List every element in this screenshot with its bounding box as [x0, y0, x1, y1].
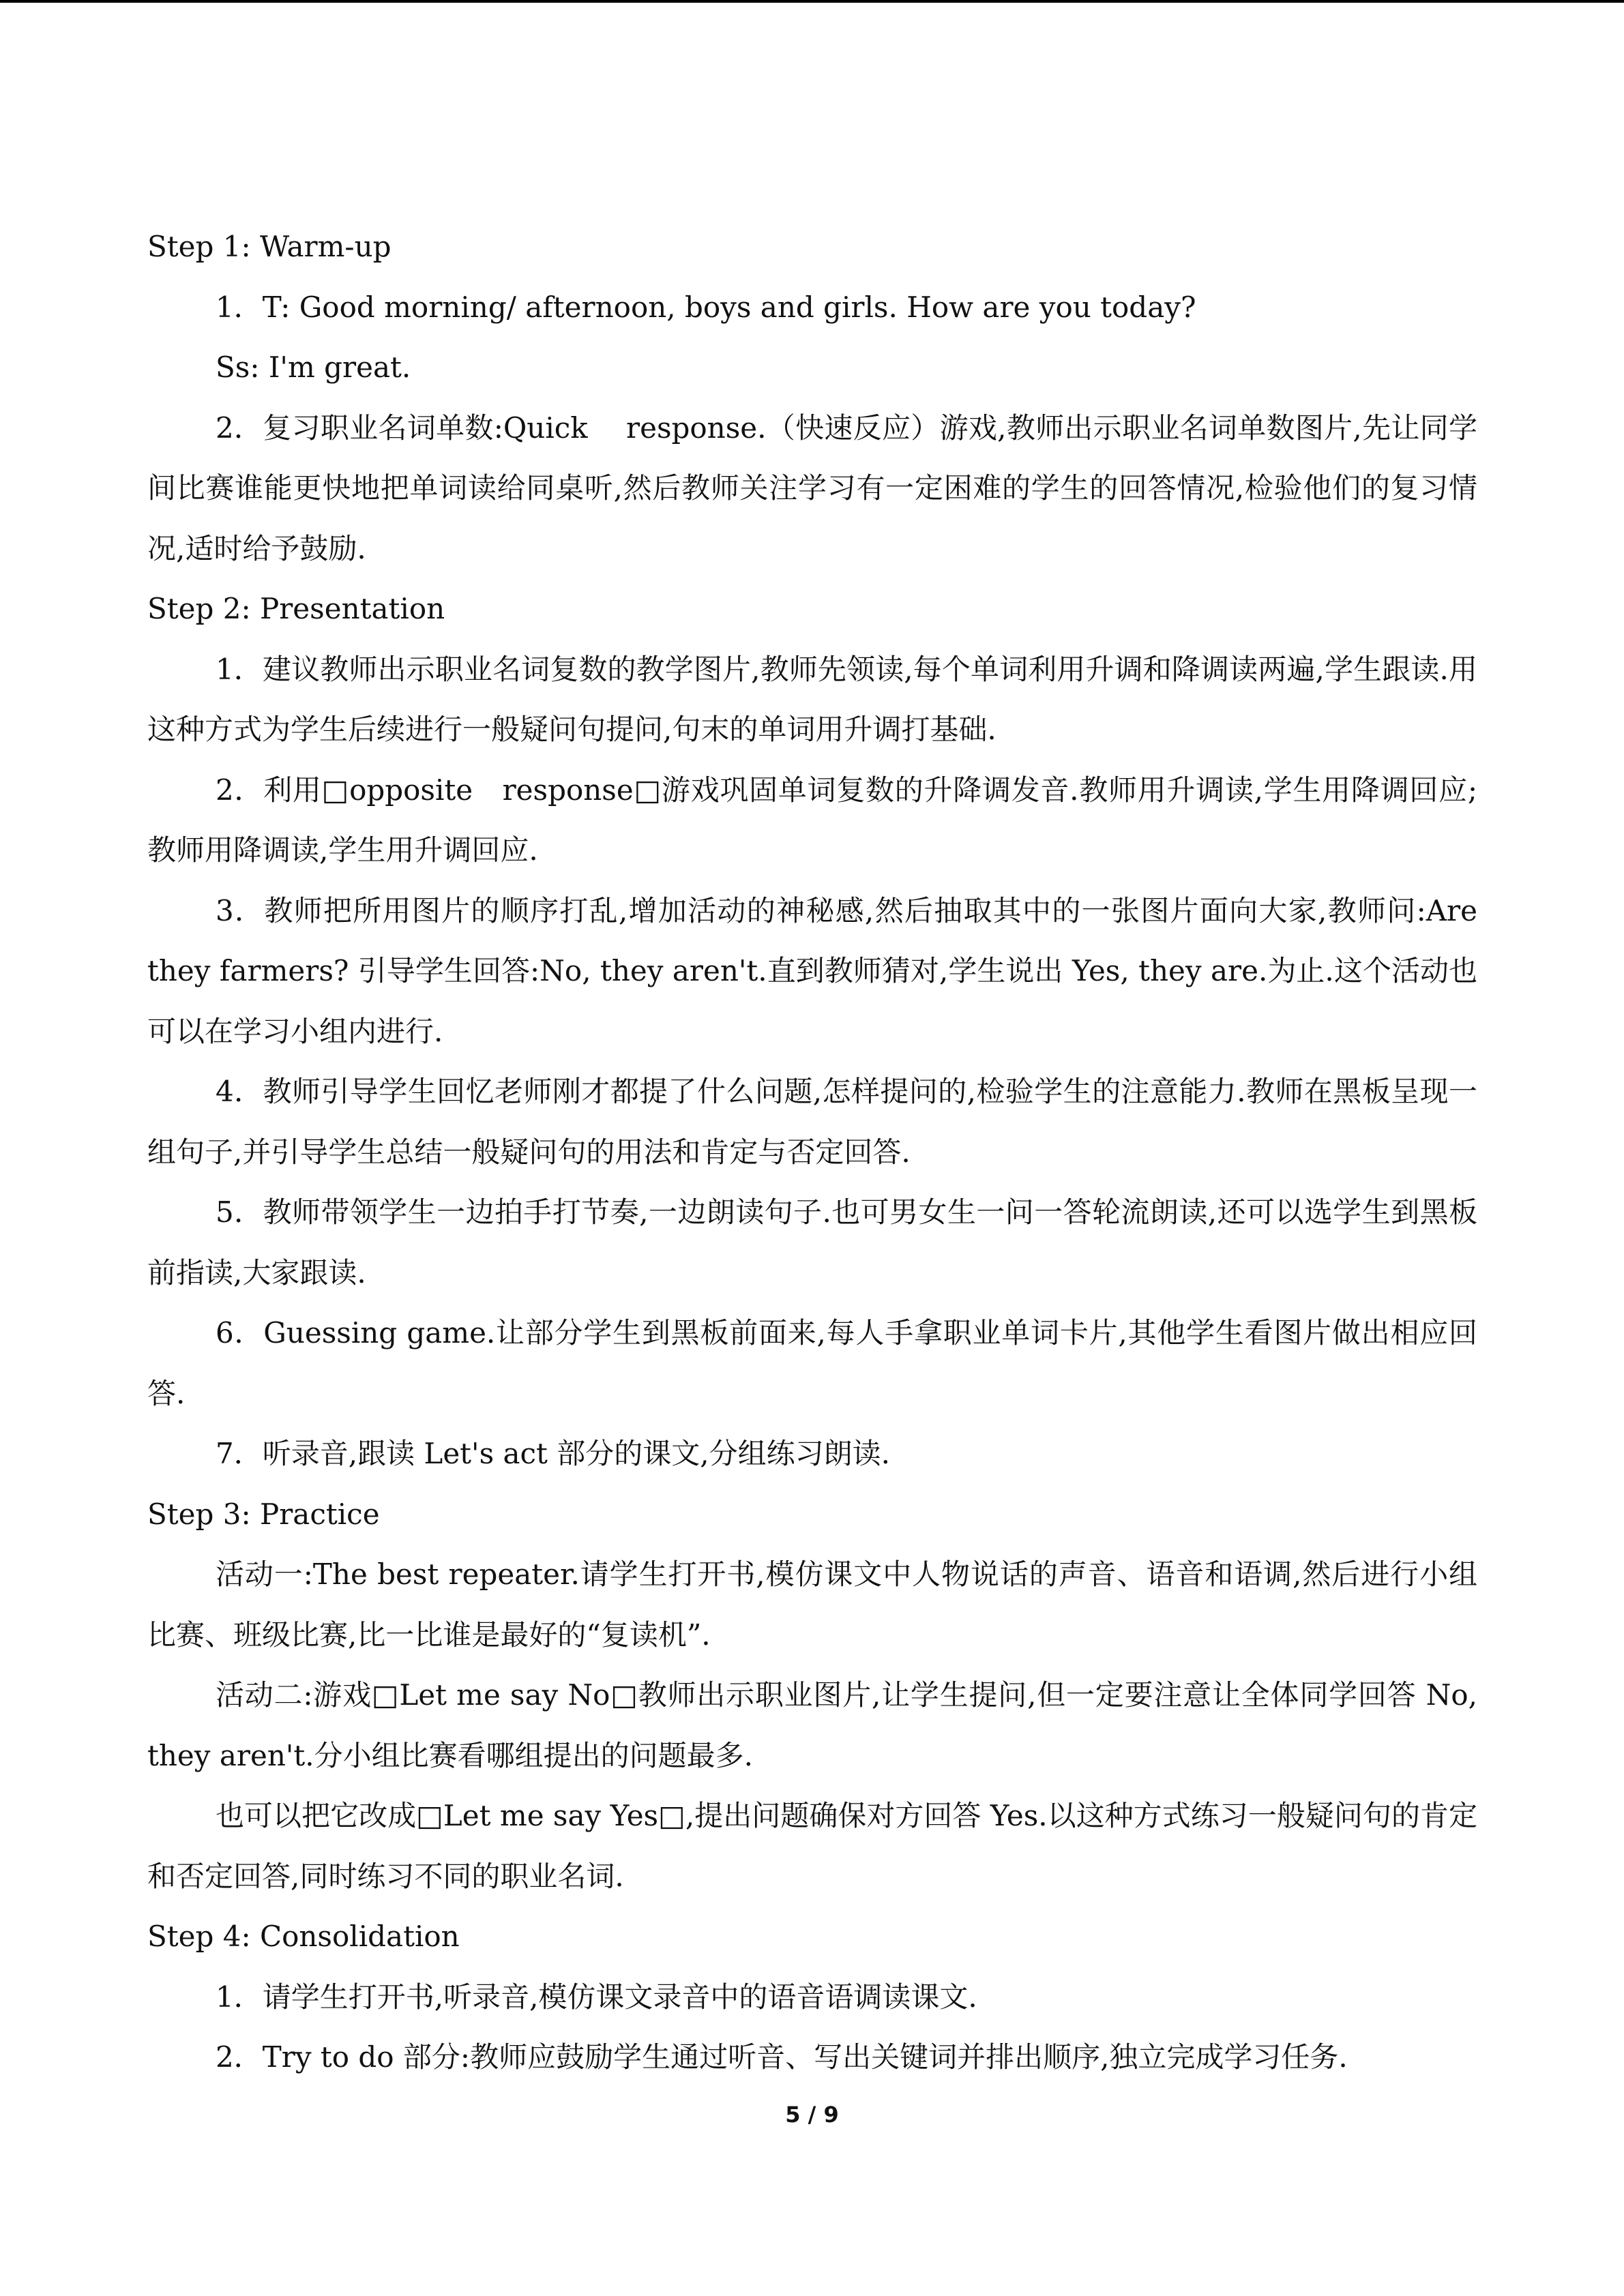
step2-paragraph-4: 4．教师引导学生回忆老师刚才都提了什么问题,怎样提问的,检验学生的注意能力.教师在黑板呈现一组句子,并引导学生总结一般疑问句的用法和肯定与否定回答.: [147, 1075, 1477, 1169]
step2-paragraph-7: 7．听录音,跟读 Let's act 部分的课文,分组练习朗读.: [216, 1437, 890, 1470]
step2-paragraph-5: 5．教师带领学生一边拍手打节奏,一边朗读句子.也可男女生一问一答轮流朗读,还可以选学生到黑板前指读,大家跟读.: [147, 1195, 1477, 1289]
step3-paragraph-2: 活动二:游戏□Let me say No□教师出示职业图片,让学生提问,但一定要注意让全体同学回答 No, they aren't.分小组比赛看哪组提出的问题最多.: [147, 1678, 1477, 1772]
step1-heading: Step 1: Warm-up: [147, 230, 392, 263]
page-number: 5 / 9: [785, 2102, 839, 2128]
step2-paragraph-1: 1．建议教师出示职业名词复数的教学图片,教师先领读,每个单词利用升调和降调读两遍,学生跟读.用这种方式为学生后续进行一般疑问句提问,句末的单词用升调打基础.: [147, 652, 1477, 746]
step2-paragraph-2: 2．利用□opposite response□游戏巩固单词复数的升降调发音.教师用升调读,学生用降调回应;教师用降调读,学生用升调回应.: [147, 773, 1477, 867]
step2-heading: Step 2: Presentation: [147, 592, 445, 625]
step2-paragraph-3: 3．教师把所用图片的顺序打乱,增加活动的神秘感,然后抽取其中的一张图片面向大家,教师问:Are they farmers? 引导学生回答:No, they aren't.直到教师猜对,学生说出 Yes, they are.为止.这个活动也可以在学习小组内进行.: [147, 893, 1477, 1048]
document-body: [147, 217, 1477, 2088]
step2-paragraph-6: 6．Guessing game.让部分学生到黑板前面来,每人手拿职业单词卡片,其他学生看图片做出相应回答.: [147, 1316, 1477, 1410]
step1-paragraph-1: 1．T: Good morning/ afternoon, boys and girls. How are you today?: [216, 290, 1196, 324]
step3-heading: Step 3: Practice: [147, 1497, 380, 1531]
step4-heading: Step 4: Consolidation: [147, 1920, 460, 1953]
step4-paragraph-1: 1．请学生打开书,听录音,模仿课文录音中的语音语调读课文.: [216, 1980, 977, 2014]
top-border-rule: [0, 0, 1624, 3]
step1-paragraph-3: 2．复习职业名词单数:Quick response.（快速反应）游戏,教师出示职业名词单数图片,先让同学间比赛谁能更快地把单词读给同桌听,然后教师关注学习有一定困难的学生的回答情况,检验他们的复习情况,适时给予鼓励.: [147, 411, 1477, 565]
step3-paragraph-3: 也可以把它改成□Let me say Yes□,提出问题确保对方回答 Yes.以这种方式练习一般疑问句的肯定和否定回答,同时练习不同的职业名词.: [147, 1799, 1477, 1893]
step4-paragraph-2: 2．Try to do 部分:教师应鼓励学生通过听音、写出关键词并排出顺序,独立完成学习任务.: [216, 2040, 1348, 2074]
step3-paragraph-1: 活动一:The best repeater.请学生打开书,模仿课文中人物说话的声音、语音和语调,然后进行小组比赛、班级比赛,比一比谁是最好的“复读机”.: [147, 1557, 1477, 1652]
step1-paragraph-2: Ss: I'm great.: [216, 351, 411, 384]
